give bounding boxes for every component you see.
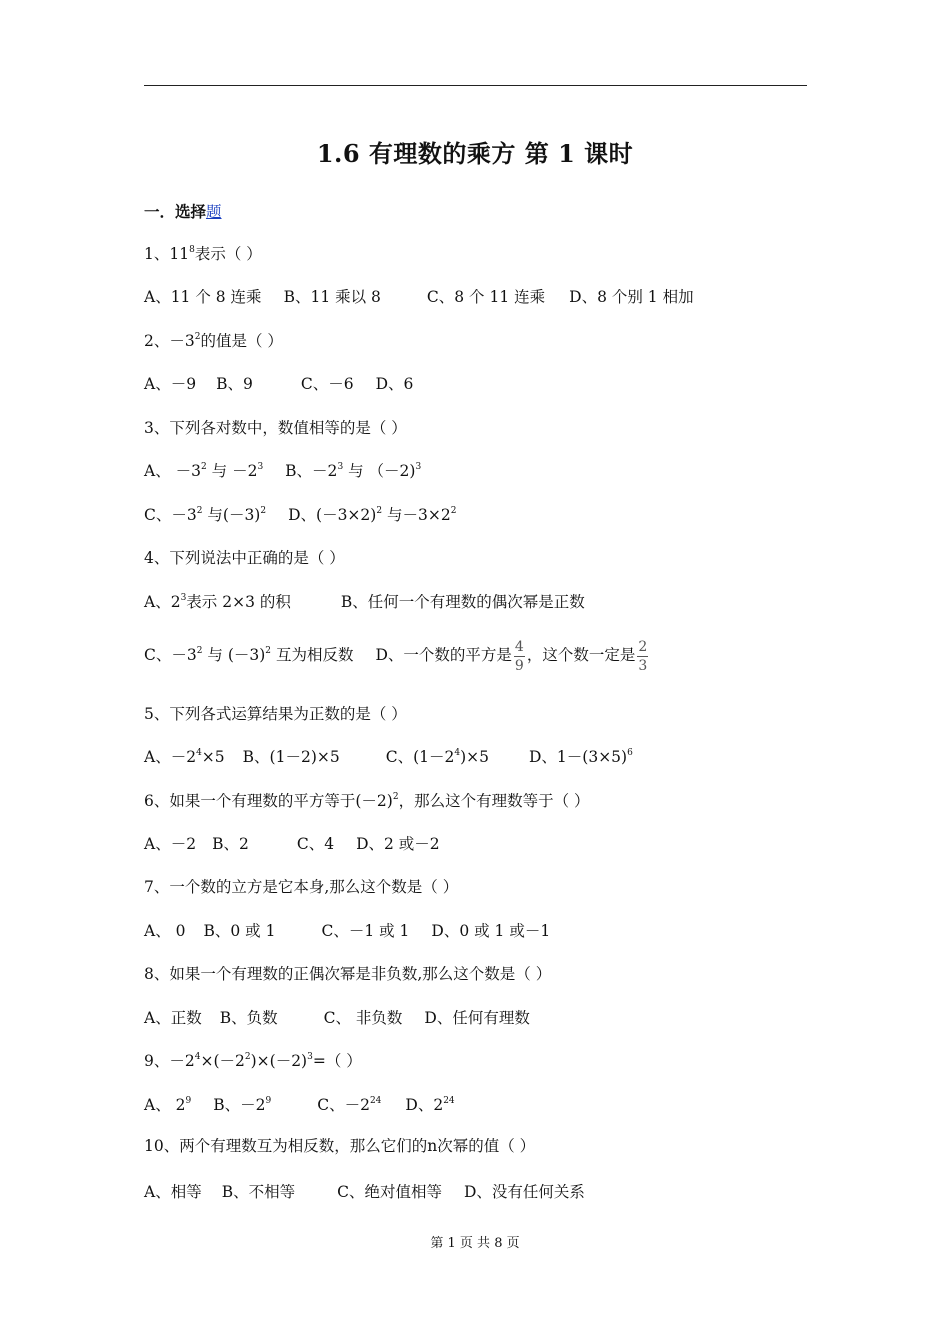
section-label: 一．选择 — [144, 202, 207, 221]
section-heading — [144, 201, 222, 223]
question-10-options: A、相等 B、不相等 C、绝对值相等 D、没有任何关系 — [144, 1183, 585, 1201]
fraction-two-thirds: $\frac{2}{3}$ — [638, 638, 648, 674]
question-8: 8、如果一个有理数的正偶次幂是非负数,那么这个数是（ ） — [144, 965, 552, 983]
question-9: 9、$-2^4\times(-2^2)\times(-2)^3=$（ ） — [144, 1052, 362, 1070]
question-6: 6、如果一个有理数的平方等于$(-2)^2$，那么这个有理数等于（ ） — [144, 792, 590, 810]
question-5-options: A、$-2^4\times 5$ B、(1－2)×5 C、$(1-2^4)\times 5$ D、$1-(3\times 5)^6$ — [144, 748, 633, 766]
question-1-options: A、11 个 8 连乘 B、11 乘以 8 C、8 个 11 连乘 D、8 个别 1 相加 — [144, 288, 694, 306]
question-5: 5、下列各式运算结果为正数的是（ ） — [144, 705, 407, 723]
question-1: 1、$11^8$表示（ ） — [144, 245, 262, 263]
question-7: 7、一个数的立方是它本身,那么这个数是（ ） — [144, 878, 459, 896]
question-9-options: A、 $2^9$ B、$-2^9$ C、$-2^{24}$ D、$2^{24}$ — [144, 1096, 455, 1114]
page-title: 1.6 有理数的乘方 第 1 课时 — [316, 139, 634, 168]
question-2: 2、$-3^2$的值是（ ） — [144, 332, 283, 350]
question-8-options: A、正数 B、负数 C、 非负数 D、任何有理数 — [144, 1009, 530, 1027]
fraction-four-ninths: $\frac{4}{9}$ — [514, 638, 524, 674]
question-3: 3、下列各对数中，数值相等的是（ ） — [144, 419, 407, 437]
question-4-options-cd: C、$-3^2$ 与 $(-3)^2$ 互为相反数 D、一个数的平方是 $\frac{4}{9}$ ，这个数一定是 $\frac{2}{3}$ — [144, 638, 648, 674]
question-4: 4、下列说法中正确的是（ ） — [144, 549, 345, 567]
question-10: 10、两个有理数互为相反数，那么它们的n次幂的值（ ） — [144, 1137, 536, 1155]
question-3-options-cd: C、$-3^2$ 与$(-3)^2$ D、$(-3\times 2)^2$ 与$-3\times 2^2$ — [144, 506, 457, 524]
question-4-options-ab: A、$2^3$表示 2×3 的积 B、任何一个有理数的偶次幂是正数 — [144, 593, 585, 611]
page-footer: 第 1 页 共 8 页 — [430, 1236, 520, 1251]
question-3-options-ab: A、 $-3^2$ 与 $-2^3$ B、$-2^3$ 与 （－2)$^3$ — [144, 462, 422, 480]
question-6-options: A、－2 B、2 C、4 D、2 或－2 — [144, 835, 440, 853]
question-2-options: A、－9 B、9 C、－6 D、6 — [144, 375, 414, 393]
question-7-options: A、 0 B、0 或 1 C、－1 或 1 D、0 或 1 或－1 — [144, 922, 551, 940]
header-rule — [144, 85, 807, 86]
section-link[interactable]: 题 — [206, 203, 222, 221]
